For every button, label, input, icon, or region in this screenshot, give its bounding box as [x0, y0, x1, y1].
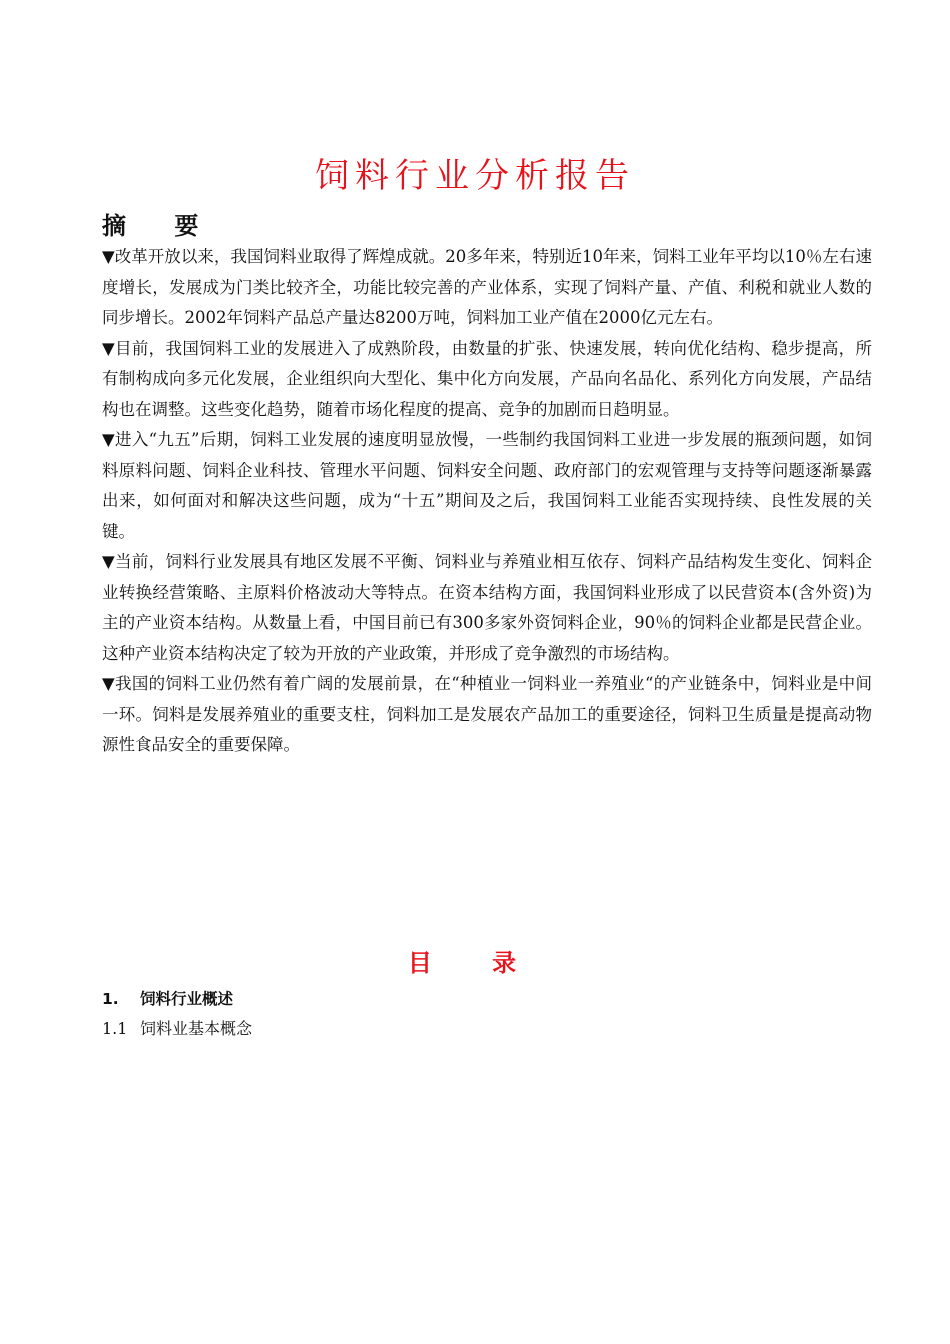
toc-item[interactable] — [102, 984, 862, 1014]
document-title: 饲料行业分析报告 — [315, 156, 635, 196]
toc-heading: 目 录 — [407, 949, 543, 977]
abstract-body — [102, 242, 872, 761]
table-of-contents — [102, 984, 862, 1044]
toc-item-label: 饲料行业概述 — [140, 990, 234, 1008]
toc-item-number: 1.1 — [102, 1019, 128, 1038]
abstract-heading: 摘 要 — [102, 212, 219, 240]
abstract-paragraph: ▼目前，我国饲料工业的发展进入了成熟阶段，由数量的扩张、快速发展，转向优化结构、稳步提高，所有制构成向多元化发展，企业组织向大型化、集中化方向发展，产品向名品化、系列化方向发展，产品结构也在调整。这些变化趋势，随着市场化程度的提高、竞争的加剧而日趋明显。 — [102, 338, 872, 419]
abstract-paragraph: ▼我国的饲料工业仍然有着广阔的发展前景，在“种植业一饲料业一养殖业“的产业链条中，饲料业是中间一环。饲料是发展养殖业的重要支柱，饲料加工是发展农产品加工的重要途径，饲料卫生质量是提高动物源性食品安全的重要保障。 — [102, 674, 872, 754]
toc-item-label: 饲料业基本概念 — [140, 1019, 253, 1038]
toc-item[interactable] — [102, 1014, 862, 1044]
abstract-paragraph: ▼进入“九五”后期，饲料工业发展的速度明显放慢，一些制约我国饲料工业进一步发展的瓶颈问题，如饲料原料问题、饲料企业科技、管理水平问题、饲料安全问题、政府部门的宏观管理与支持等问题逐渐暴露出来，如何面对和解决这些问题，成为“十五”期间及之后，我国饲料工业能否实现持续、良性发展的关键。 — [102, 430, 872, 541]
abstract-paragraph: ▼当前，饲料行业发展具有地区发展不平衡、饲料业与养殖业相互依存、饲料产品结构发生变化、饲料企业转换经营策略、主原料价格波动大等特点。在资本结构方面，我国饲料业形成了以民营资本(含外资)为主的产业资本结构。从数量上看，中国目前已有300多家外资饲料企业，90％的饲料企业都是民营企业。这种产业资本结构决定了较为开放的产业政策，并形成了竞争激烈的市场结构。 — [102, 552, 872, 663]
toc-item-number: 1. — [102, 990, 119, 1008]
abstract-paragraph: ▼改革开放以来，我国饲料业取得了辉煌成就。20多年来，特别近10年来，饲料工业年平均以10％左右速度增长，发展成为门类比较齐全，功能比较完善的产业体系，实现了饲料产量、产值、利税和就业人数的同步增长。2002年饲料产品总产量达8200万吨，饲料加工业产值在2000亿元左右。 — [102, 247, 872, 327]
